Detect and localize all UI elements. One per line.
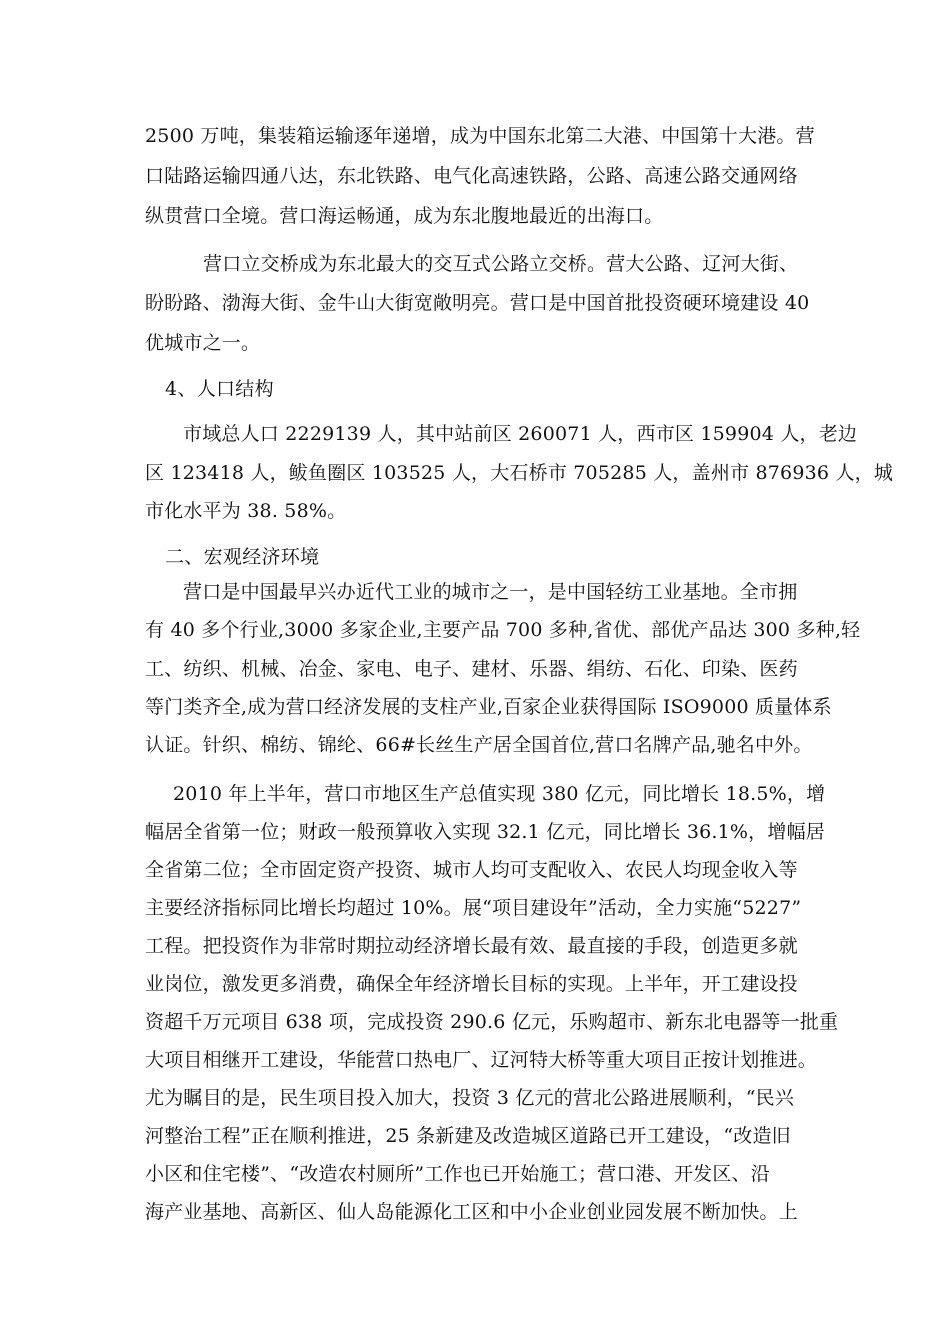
text-line: 河整治工程”正在顺利推进，25 条新建及改造城区道路已开工建设，“改造旧 — [145, 1125, 791, 1147]
text-line: 区 123418 人，鲅鱼圈区 103525 人，大石桥市 705285 人，盖州市 876936 人，城 — [145, 462, 894, 484]
section-heading: 4、人口结构 — [165, 378, 274, 400]
text-line: 纵贯营口全境。营口海运畅通，成为东北腹地最近的出海口。 — [145, 205, 664, 227]
text-line: 幅居全省第一位；财政一般预算收入实现 32.1 亿元，同比增长 36.1%，增幅居 — [145, 821, 825, 843]
text-line: 市域总人口 2229139 人，其中站前区 260071 人，西市区 159904 人，老边 — [183, 423, 858, 445]
text-line: 工、纺织、机械、冶金、家电、电子、建材、乐器、绢纺、石化、印染、医药 — [145, 658, 798, 680]
text-line: 资超千万元项目 638 项，完成投资 290.6 亿元，乐购超市、新东北电器等一批重 — [145, 1011, 839, 1033]
text-line: 业岗位，激发更多消费，确保全年经济增长目标的实现。上半年，开工建设投 — [145, 973, 798, 995]
text-line: 等门类齐全,成为营口经济发展的支柱产业,百家企业获得国际 ISO9000 质量体系 — [145, 696, 832, 718]
text-line: 工程。把投资作为非常时期拉动经济增长最有效、最直接的手段，创造更多就 — [145, 935, 798, 957]
text-line: 营口是中国最早兴办近代工业的城市之一，是中国轻纺工业基地。全市拥 — [183, 581, 798, 603]
text-line: 2010 年上半年，营口市地区生产总值实现 380 亿元，同比增长 18.5%，增 — [173, 783, 826, 805]
section-heading: 二、宏观经济环境 — [165, 546, 320, 568]
text-line: 营口立交桥成为东北最大的交互式公路立交桥。营大公路、辽河大街、 — [203, 253, 799, 275]
text-line: 尤为瞩目的是，民生项目投入加大，投资 3 亿元的营北公路进展顺利，“民兴 — [145, 1087, 795, 1109]
text-line: 2500 万吨，集装箱运输逐年递增，成为中国东北第二大港、中国第十大港。营 — [145, 125, 815, 147]
text-line: 海产业基地、高新区、仙人岛能源化工区和中小企业创业园发展不断加快。上 — [145, 1201, 798, 1223]
text-line: 市化水平为 38. 58%。 — [145, 500, 347, 522]
text-line: 认证。针织、棉纺、锦纶、66#长丝生产居全国首位,营口名牌产品,驰名中外。 — [145, 734, 813, 756]
text-line: 小区和住宅楼”、“改造农村厕所”工作也已开始施工；营口港、开发区、沿 — [145, 1163, 770, 1185]
text-line: 有 40 多个行业,3000 多家企业,主要产品 700 多种,省优、部优产品达 300 多种,轻 — [145, 619, 861, 641]
text-line: 主要经济指标同比增长均超过 10%。展“项目建设年”活动，全力实施“5227” — [145, 897, 802, 919]
text-line: 盼盼路、渤海大街、金牛山大街宽敞明亮。营口是中国首批投资硬环境建设 40 — [145, 292, 810, 314]
text-line: 口陆路运输四通八达，东北铁路、电气化高速铁路，公路、高速公路交通网络 — [145, 165, 798, 187]
text-line: 全省第二位；全市固定资产投资、城市人均可支配收入、农民人均现金收入等 — [145, 859, 798, 881]
text-line: 大项目相继开工建设，华能营口热电厂、辽河特大桥等重大项目正按计划推进。 — [145, 1049, 818, 1071]
text-line: 优城市之一。 — [145, 332, 261, 354]
